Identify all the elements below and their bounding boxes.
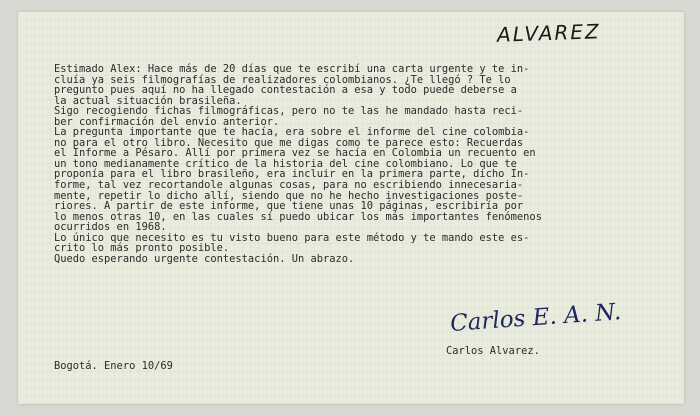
letter-line: riores. A partir de este informe, que tiene unas 10 páginas, escribiría por bbox=[54, 200, 524, 213]
letter-line: ber confirmación del envío anterior. bbox=[54, 115, 280, 128]
letter-line: mente, repetir lo dicho allí, siendo que no he hecho investigaciones poste- bbox=[54, 189, 524, 202]
letter-line: cluía ya seis filmografías de realizadores colombianos. ¿Te llegó ? Te lo bbox=[54, 73, 511, 86]
letter-line: proponía para el libro brasileño, era incluir en la primera parte, dicho In- bbox=[54, 168, 530, 181]
letter-line: pregunto pues aquí no ha llegado contestación a esa y todo puede deberse a bbox=[54, 84, 517, 97]
place-date: Bogotá. Enero 10/69 bbox=[54, 360, 173, 372]
letter-line: la actual situación brasileña. bbox=[54, 94, 242, 107]
letter-line: Quedo esperando urgente contestación. Un abrazo. bbox=[54, 252, 355, 265]
letter-line: Sigo recogiendo fichas filmográficas, pero no te las he mandado hasta reci- bbox=[54, 105, 524, 118]
handwritten-name: ALVAREZ bbox=[496, 19, 601, 47]
letter-line: ocurridos en 1968. bbox=[54, 221, 167, 234]
letter-line: Lo único que necesito es tu visto bueno para este método y te mando este es- bbox=[54, 231, 530, 244]
printed-name: Carlos Alvarez. bbox=[446, 345, 540, 357]
letter-line: La pregunta importante que te hacía, era sobre el informe del cine colombia- bbox=[54, 126, 530, 139]
letter-line: el Informe a Pésaro. Allí por primera vez se hacía en Colombia un recuento en bbox=[54, 147, 536, 160]
letter-line: forme, tal vez recortandole algunas cosas, para no escribiendo innecesaria- bbox=[54, 179, 524, 192]
letter-body bbox=[54, 64, 664, 264]
letter-line: crito lo más pronto posible. bbox=[54, 242, 230, 255]
letter-line: no para el otro libro. Necesito que me digas como te parece esto: Recuerdas bbox=[54, 136, 524, 149]
letter-line: lo menos otras 10, en las cuales sí puedo ubicar los más importantes fenómenos bbox=[54, 210, 542, 223]
letter-line: un tono medianamente crítico de la historia del cine colombiano. Lo que te bbox=[54, 157, 517, 170]
letter-line: Estimado Alex: Hace más de 20 días que te escribí una carta urgente y te in- bbox=[54, 63, 530, 75]
signature: Carlos E. A. N. bbox=[449, 299, 622, 337]
